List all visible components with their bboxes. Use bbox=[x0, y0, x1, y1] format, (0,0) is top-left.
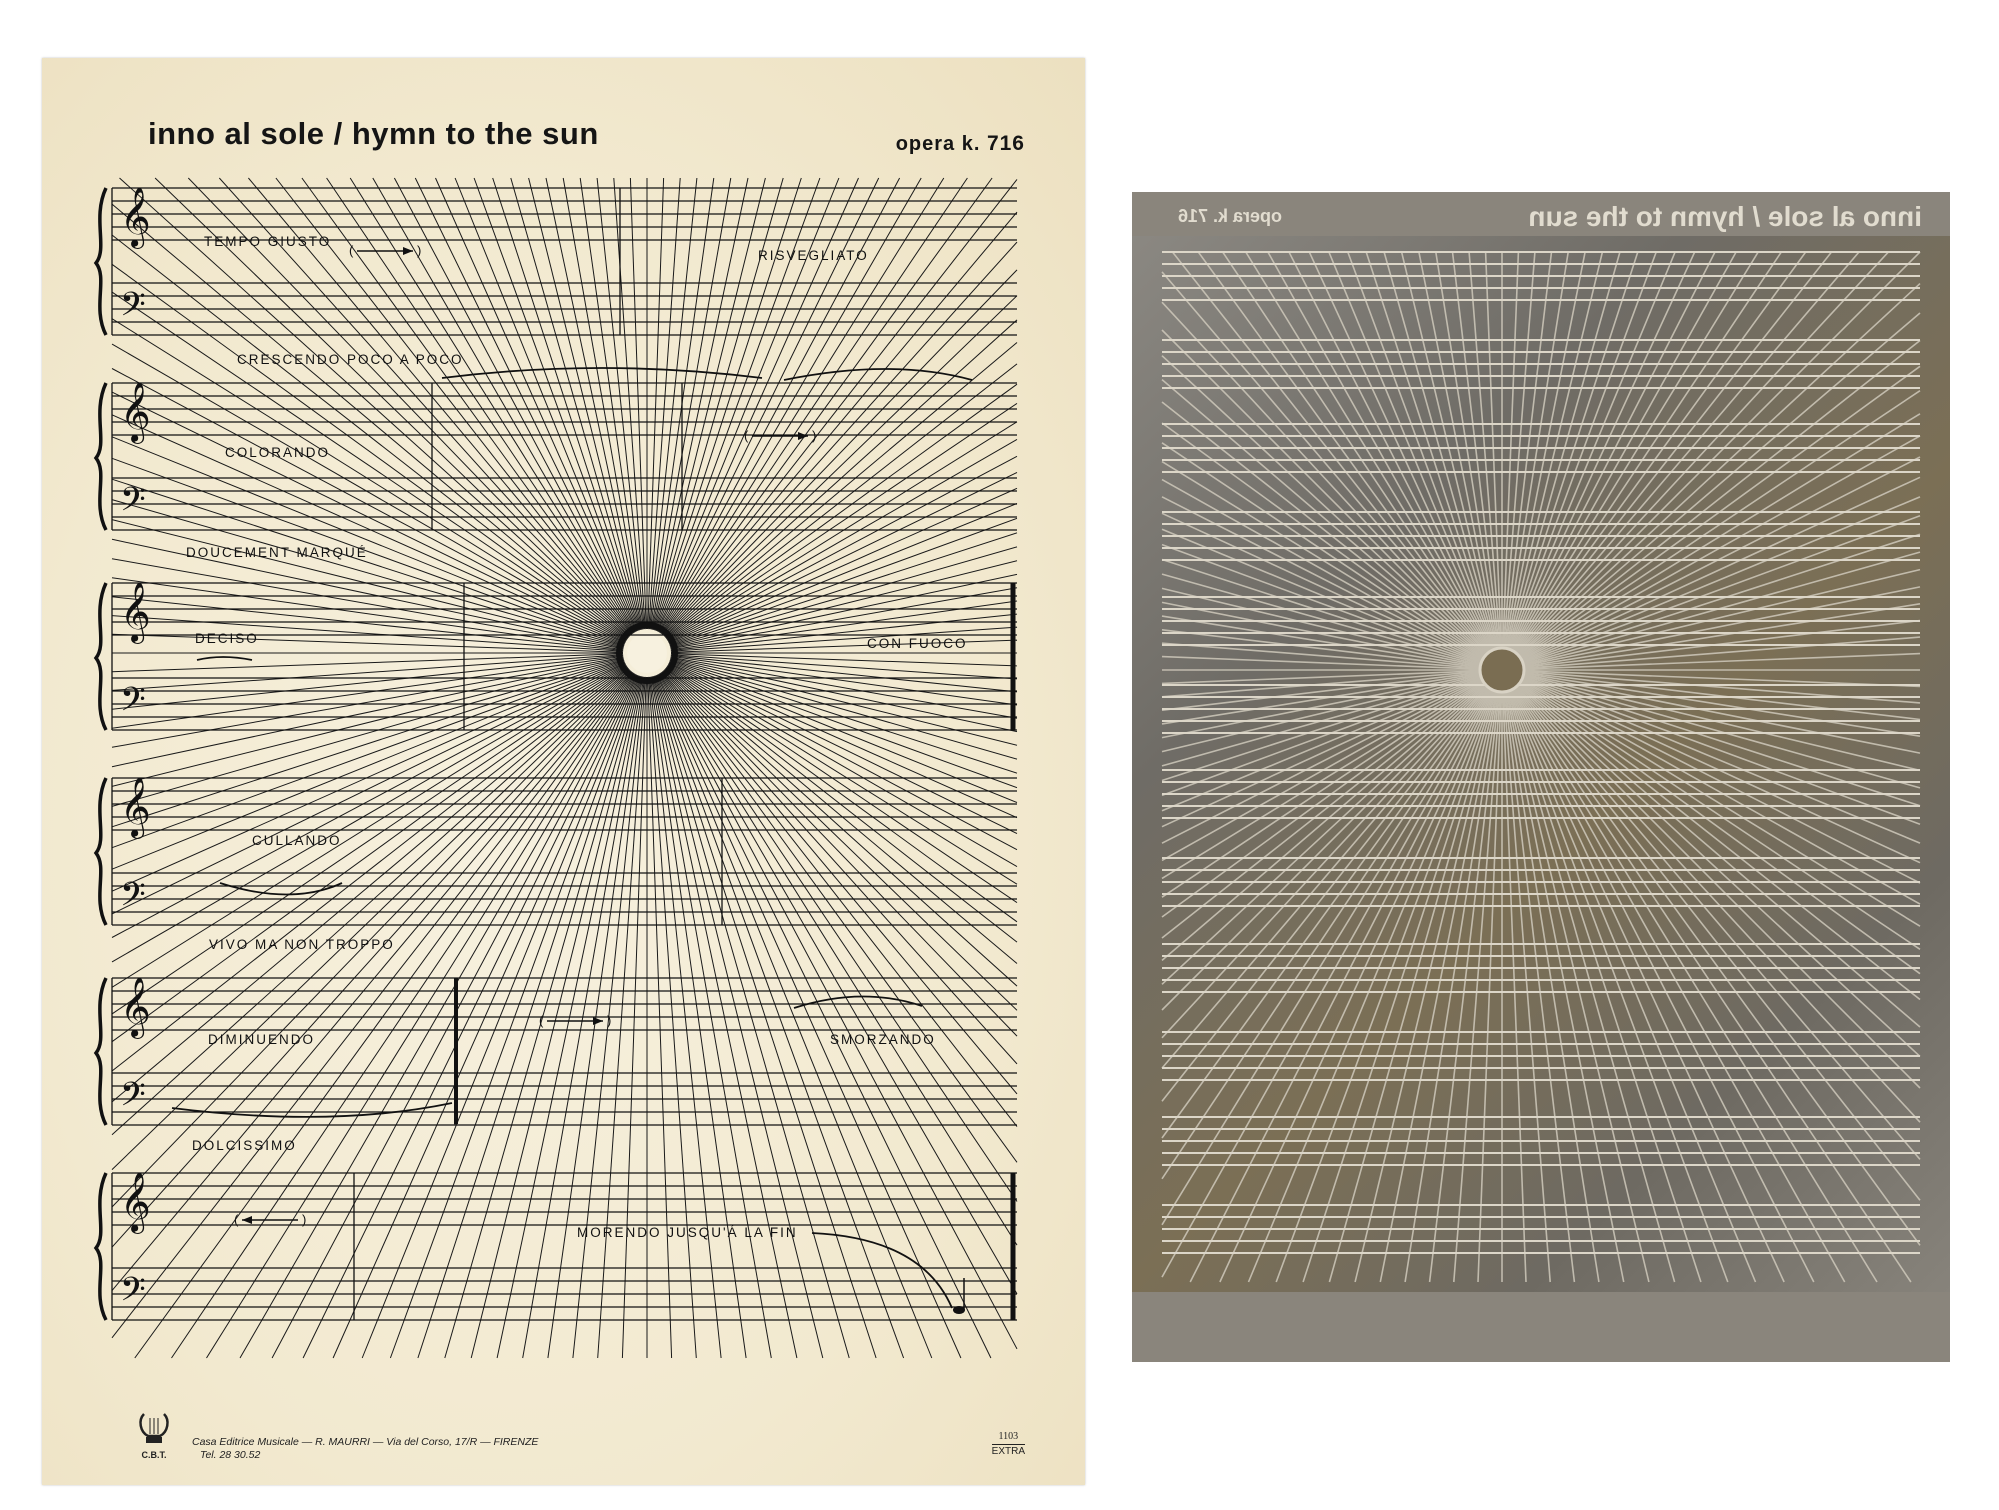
plate-graphic bbox=[1132, 192, 1950, 1362]
plate-staff-lines bbox=[1162, 252, 1920, 1253]
sun-ray bbox=[668, 665, 1017, 867]
plate-ray bbox=[1303, 691, 1495, 1282]
bass-clef-icon: 𝄢 bbox=[120, 1076, 146, 1122]
plate-sun bbox=[1480, 648, 1524, 692]
paren: ) bbox=[417, 243, 422, 258]
plate-ray bbox=[1162, 678, 1481, 796]
sun-ray bbox=[112, 597, 623, 651]
marking-cullando: CULLANDO bbox=[252, 833, 342, 848]
plate-ray bbox=[1355, 691, 1497, 1282]
marking-dolcissimo: DOLCISSIMO bbox=[192, 1138, 297, 1153]
plate-ray bbox=[1522, 457, 1920, 660]
plate-ray bbox=[1516, 687, 1920, 1160]
plate-ray bbox=[1524, 654, 1920, 670]
logo-text: C.B.T. bbox=[141, 1450, 167, 1460]
catalog-suffix: EXTRA bbox=[991, 1446, 1025, 1457]
opus-value: 716 bbox=[986, 132, 1025, 155]
sun-ray bbox=[657, 178, 859, 631]
plate-ray bbox=[1329, 691, 1496, 1282]
marking-morendo: MORENDO JUSQU'Á LA FIN bbox=[577, 1225, 798, 1240]
plate-ray bbox=[1524, 604, 1920, 667]
sun-ray bbox=[668, 439, 1017, 641]
treble-clef-icon: 𝄞 bbox=[120, 777, 151, 837]
treble-clef-icon: 𝄞 bbox=[120, 382, 151, 442]
sun-ray bbox=[112, 655, 623, 691]
arrow-right-icon bbox=[539, 1013, 611, 1028]
paren: ) bbox=[812, 428, 817, 443]
sun-ray bbox=[655, 178, 820, 630]
sun-ray bbox=[112, 634, 623, 652]
marking-vivo: VIVO MA NON TROPPO bbox=[209, 937, 395, 952]
publisher-info bbox=[192, 1436, 538, 1462]
sun-ray bbox=[120, 178, 630, 637]
sun-ray bbox=[240, 674, 635, 1358]
plate-ray bbox=[1512, 690, 1814, 1282]
plate-ray bbox=[1524, 673, 1920, 736]
arrow-head bbox=[242, 1216, 252, 1224]
printing-plate bbox=[1132, 192, 1950, 1362]
plate-ray bbox=[1524, 672, 1920, 703]
catalog-number: 1103 bbox=[992, 1430, 1025, 1445]
plate-mirrored-title: inno al sole / hymn to the sun bbox=[1528, 201, 1922, 232]
plate-ray bbox=[1509, 691, 1701, 1282]
plate-ray bbox=[1523, 570, 1920, 665]
plate-ray bbox=[1402, 252, 1497, 649]
plate-ray bbox=[1162, 302, 1487, 654]
arrow-head bbox=[593, 1017, 603, 1025]
sun-ray bbox=[665, 343, 1017, 638]
publisher-logo bbox=[130, 1410, 178, 1460]
plate-ray bbox=[1505, 252, 1568, 648]
sun-ray bbox=[630, 178, 646, 629]
sun-ray bbox=[660, 673, 1017, 1202]
paren: ( bbox=[234, 1212, 239, 1227]
sun-ray bbox=[660, 673, 1017, 1245]
sun-ray bbox=[303, 675, 636, 1358]
paren: ( bbox=[744, 428, 749, 443]
treble-clef-icon: 𝄞 bbox=[120, 582, 151, 642]
marking-tempo-giusto: TEMPO GIUSTO bbox=[204, 234, 332, 249]
bass-clef-icon: 𝄢 bbox=[120, 286, 146, 332]
slur bbox=[220, 883, 342, 895]
marking-crescendo: CRESCENDO POCO A POCO bbox=[237, 352, 464, 367]
plate-ray bbox=[1512, 252, 1715, 650]
note-head bbox=[953, 1306, 965, 1314]
plate-ray bbox=[1162, 686, 1487, 1038]
system-brace bbox=[96, 383, 106, 530]
marking-doucement: DOUCEMENT MARQUÉ bbox=[186, 545, 368, 560]
sun-ray bbox=[350, 178, 634, 633]
sun-ray bbox=[648, 178, 664, 629]
plate-ray bbox=[1380, 692, 1497, 1282]
slur bbox=[197, 657, 252, 660]
sun-ray bbox=[112, 654, 623, 672]
sun-ray bbox=[112, 616, 623, 652]
marking-diminuendo: DIMINUENDO bbox=[208, 1032, 315, 1047]
sun-ray bbox=[658, 675, 991, 1358]
bass-clef-icon: 𝄢 bbox=[120, 1271, 146, 1317]
plate-ray bbox=[1162, 688, 1490, 1179]
slur bbox=[794, 996, 922, 1008]
sun-ray bbox=[112, 656, 623, 710]
sun-ray bbox=[112, 663, 625, 891]
paren: ) bbox=[302, 1212, 307, 1227]
sun-ray bbox=[660, 178, 944, 633]
plate-ray bbox=[1504, 252, 1535, 648]
plate-ray bbox=[1508, 691, 1675, 1282]
sun-ray bbox=[135, 672, 633, 1358]
arrow-head bbox=[403, 247, 413, 255]
plate-ray bbox=[1510, 690, 1755, 1282]
paren: ) bbox=[607, 1013, 612, 1028]
plate-ray bbox=[1522, 497, 1920, 662]
sun-ray bbox=[667, 422, 1017, 641]
sun-ray bbox=[112, 672, 632, 1338]
sun-ray bbox=[658, 674, 1017, 1349]
plate-ray bbox=[1249, 690, 1494, 1282]
plate-ray bbox=[1503, 252, 1519, 648]
sun-ray bbox=[112, 669, 629, 1135]
sun-ray bbox=[668, 664, 1017, 849]
score-title: inno al sole / hymn to the sun bbox=[148, 116, 599, 151]
sun-ray bbox=[661, 672, 1017, 1162]
sun-ray bbox=[614, 178, 646, 629]
plate-bottom-band bbox=[1132, 1292, 1950, 1362]
sun-ray bbox=[665, 668, 1017, 963]
sun-ray bbox=[659, 674, 1017, 1294]
sun-ray bbox=[669, 664, 1017, 834]
score-graphic bbox=[42, 58, 1085, 1485]
publisher-address: Casa Editrice Musicale — R. MAURRI — Via del Corso, 17/R — FIRENZE bbox=[192, 1436, 539, 1448]
plate-ray bbox=[1506, 692, 1623, 1282]
marking-risvegliato: RISVEGLIATO bbox=[758, 248, 869, 263]
sun-ray bbox=[112, 662, 625, 869]
plate-ray bbox=[1510, 252, 1675, 650]
sun-ray bbox=[436, 178, 638, 631]
lyre-icon bbox=[136, 1410, 172, 1448]
sun-ray bbox=[112, 661, 624, 848]
treble-clef-icon: 𝄞 bbox=[120, 187, 151, 247]
system-brace bbox=[96, 778, 106, 925]
plate-ray bbox=[1162, 380, 1485, 656]
treble-clef-icon: 𝄞 bbox=[120, 977, 151, 1037]
plate-ray bbox=[1486, 252, 1502, 648]
plate-rays bbox=[1162, 252, 1920, 1282]
publisher-phone: Tel. 28 30.52 bbox=[200, 1449, 261, 1461]
sun-ray bbox=[112, 500, 624, 647]
plate-ray bbox=[1329, 252, 1494, 650]
catalog-code bbox=[992, 1430, 1025, 1459]
sun-ray bbox=[112, 437, 625, 644]
sun-ray bbox=[649, 178, 681, 629]
plate-ray bbox=[1523, 675, 1920, 770]
plate-ray bbox=[1436, 252, 1499, 648]
arrow-right-icon bbox=[349, 243, 421, 258]
plate-ray bbox=[1469, 252, 1500, 648]
treble-clef-icon: 𝄞 bbox=[120, 1172, 151, 1232]
system-brace bbox=[96, 1173, 106, 1320]
plate-ray bbox=[1524, 637, 1920, 668]
plate-ray bbox=[1162, 688, 1489, 1138]
system-brace bbox=[96, 978, 106, 1125]
bass-clef-icon: 𝄢 bbox=[120, 876, 146, 922]
sun-core bbox=[627, 633, 667, 673]
sun-ray bbox=[112, 665, 626, 962]
plate-ray bbox=[1518, 252, 1920, 654]
score-sheet bbox=[42, 58, 1085, 1485]
plate-ray bbox=[1507, 691, 1649, 1282]
sun-ray bbox=[112, 671, 631, 1247]
slur bbox=[812, 1233, 952, 1308]
paren: ( bbox=[539, 1013, 544, 1028]
sun-ray bbox=[667, 666, 1017, 885]
marking-deciso: DECISO bbox=[195, 631, 259, 646]
plate-ray bbox=[1518, 686, 1920, 1088]
marking-con-fuoco: CON FUOCO bbox=[867, 636, 968, 651]
sun-ray bbox=[669, 473, 1017, 643]
system-brace bbox=[96, 583, 106, 730]
slur bbox=[442, 368, 762, 378]
sun-ray bbox=[474, 178, 639, 630]
opus-number bbox=[896, 132, 1025, 156]
plate-ray bbox=[1507, 252, 1602, 649]
bass-clef-icon: 𝄢 bbox=[120, 681, 146, 727]
sun-ray bbox=[272, 674, 636, 1358]
sun-ray bbox=[172, 673, 634, 1358]
plate-mirrored-opus: opera k. 716 bbox=[1177, 206, 1282, 226]
paren: ( bbox=[349, 243, 354, 258]
bass-clef-icon: 𝄢 bbox=[120, 481, 146, 527]
marking-colorando: COLORANDO bbox=[225, 445, 331, 460]
marking-smorzando: SMORZANDO bbox=[830, 1032, 936, 1047]
sun-ray bbox=[112, 667, 628, 1042]
sun-ray bbox=[112, 660, 624, 807]
opus-prefix: opera k. bbox=[895, 133, 981, 155]
system-brace bbox=[96, 188, 106, 335]
plate-ray bbox=[1162, 684, 1485, 960]
sun-ray bbox=[112, 578, 623, 650]
sun-ray bbox=[668, 456, 1017, 641]
plate-ray bbox=[1289, 252, 1492, 650]
